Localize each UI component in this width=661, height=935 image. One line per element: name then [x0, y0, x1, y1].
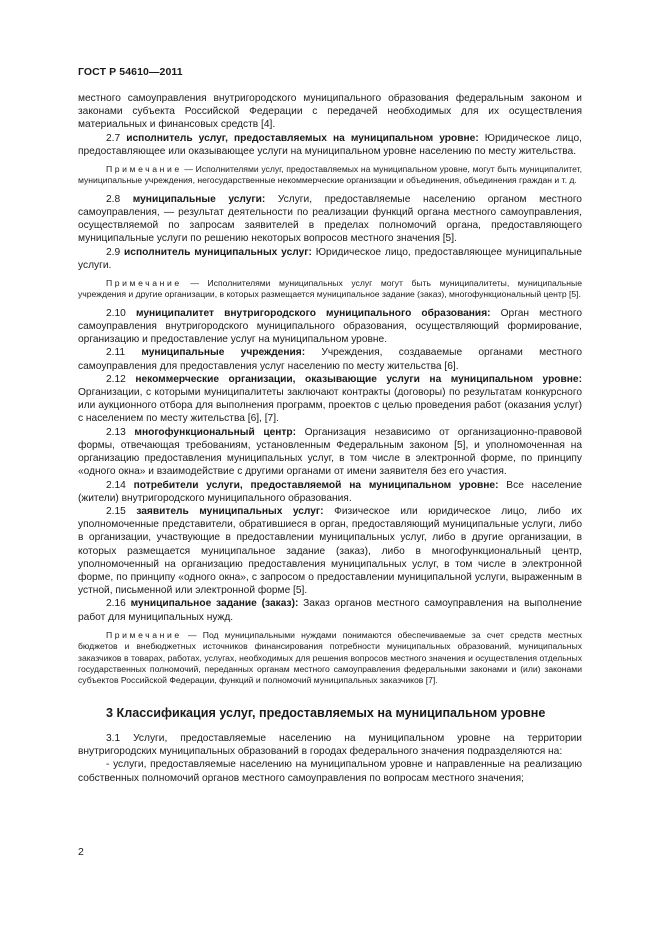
- definition-2-7: 2.7 исполнитель услуг, предоставляемых на муниципальном уровне: Юридическое лицо, предоставляющее или оказывающее услуги на муниципальном уровне населению по месту жительства.: [78, 132, 582, 157]
- term: потребители услуги, предоставляемой на муниципальном уровне:: [133, 479, 499, 491]
- note: Примечание — Исполнителями муниципальных услуг могут быть муниципалитеты, муниципальные учреждения и другие организации, в которых размещается муниципальное задание (заказ), многофункциональный центр [5].: [78, 278, 582, 300]
- definition-2-8: 2.8 муниципальные услуги: Услуги, предоставляемые населению органом местного самоуправления, — результат деятельности по реализации функций органа местного самоуправления, осуществляемой по запросам заявителей в пределах полномочий органа, предоставляющего муниципальные услуги по решению некоторых вопросов местного значения [5].: [78, 193, 582, 245]
- definition-2-11: 2.11 муниципальные учреждения: Учреждения, создаваемые органами местного самоуправления для предоставления услуг населению по месту жительства [6].: [78, 347, 582, 372]
- term: исполнитель услуг, предоставляемых на муниципальном уровне:: [126, 132, 479, 144]
- paragraph-continuation: местного самоуправления внутригородского муниципального образования федеральным законом и законами субъекта Российской Федерации с передачей необходимых для их осуществления материальных и финансовых средств [4].: [78, 93, 582, 131]
- paragraph-3-1: 3.1 Услуги, предоставляемые населению на муниципальном уровне на территории внутригородских муниципальных образований в городах федерального значения подразделяются на:: [78, 732, 582, 758]
- definition-2-13: 2.13 многофункциональный центр: Организация независимо от организационно-правовой формы, отвечающая требованиям, установленным Федеральным законом [5], и уполномоченная на организацию предоставления муниципальных услуг, в том числе в электронной форме, по принципу «одного окна» и взаимодействие с другими органами от имени заявителя без его участия.: [78, 426, 582, 478]
- term: муниципальные учреждения:: [141, 347, 306, 359]
- document-header: ГОСТ Р 54610—2011: [78, 66, 183, 78]
- term: муниципалитет внутригородского муниципального образования:: [135, 307, 491, 319]
- definition-2-15: 2.15 заявитель муниципальных услуг: Физическое или юридическое лицо, либо их уполномоченные представители, обратившиеся в орган, предоставляющий муниципальные услуги, либо в организации, участвующие в предоставлении муниципальных услуг, либо в другие организации, в которых размещается муниципальное задание (заказ), либо в многофункциональный центр, уполномоченный на организацию предоставления муниципальных услуг, в том числе в электронной форме, по принципу «одного окна», с запросом о предоставлении муниципальной услуги, выраженным в устной, письменной или электронной форме [5].: [78, 505, 582, 597]
- document-body: [78, 92, 582, 785]
- note: Примечание — Исполнителями услуг, предоставляемых на муниципальном уровне, могут быть муниципалитет, муниципальные учреждения, негосударственные некоммерческие организации и объединения, объединения граждан и т. д.: [78, 164, 582, 186]
- note-label: Примечание: [106, 164, 182, 175]
- definition-2-10: 2.10 муниципалитет внутригородского муниципального образования: Орган местного самоуправления внутригородского муниципального образования, осуществляющий формирование, организацию и предоставление услуг на муниципальном уровне.: [78, 307, 582, 346]
- note-label: Примечание: [106, 629, 182, 640]
- note-label: Примечание: [106, 278, 182, 289]
- page-number: 2: [78, 846, 84, 858]
- term: некоммерческие организации, оказывающие услуги на муниципальном уровне:: [135, 373, 582, 385]
- definition-2-12: 2.12 некоммерческие организации, оказывающие услуги на муниципальном уровне: Организации, с которыми муниципалитеты заключают контракты (договоры) по результатам конкурсного или аукционного отбора для выполнения программ, проектов с целью проведения работ (оказания услуг) с населением по месту жительства [6], [7].: [78, 373, 582, 425]
- term: многофункциональный центр:: [134, 426, 297, 438]
- term: заявитель муниципальных услуг:: [136, 505, 324, 517]
- section-heading: 3 Классификация услуг, предоставляемых на муниципальном уровне: [106, 705, 546, 720]
- definition-2-14: 2.14 потребители услуги, предоставляемой на муниципальном уровне: Все население (жители) внутригородского муниципального образования.: [78, 479, 582, 504]
- definition-2-9: 2.9 исполнитель муниципальных услуг: Юридическое лицо, предоставляющее муниципальные услуги.: [78, 246, 582, 271]
- definition-2-16: 2.16 муниципальное задание (заказ): Заказ органов местного самоуправления на выполнение работ для муниципальных нужд.: [78, 598, 582, 623]
- list-item: - услуги, предоставляемые населению на муниципальном уровне и направленные на реализацию собственных полномочий органов местного самоуправления по вопросам местного значения;: [78, 759, 582, 784]
- term: исполнитель муниципальных услуг:: [124, 246, 312, 258]
- note: Примечание — Под муниципальными нуждами понимаются обеспечиваемые за счет средств местных бюджетов и внебюджетных источников финансирования потребности муниципальных образований, муниципальных заказчиков в товарах, работах, услугах, необходимых для решения вопросов местного значения и осуществления отдельных государственных полномочий, переданных органам местного самоуправления федеральными законами и (или) законами субъектов Российской Федерации, функций и полномочий муниципальных заказчиков [7].: [78, 629, 582, 686]
- term: муниципальные услуги:: [132, 193, 266, 205]
- term: муниципальное задание (заказ):: [130, 598, 299, 610]
